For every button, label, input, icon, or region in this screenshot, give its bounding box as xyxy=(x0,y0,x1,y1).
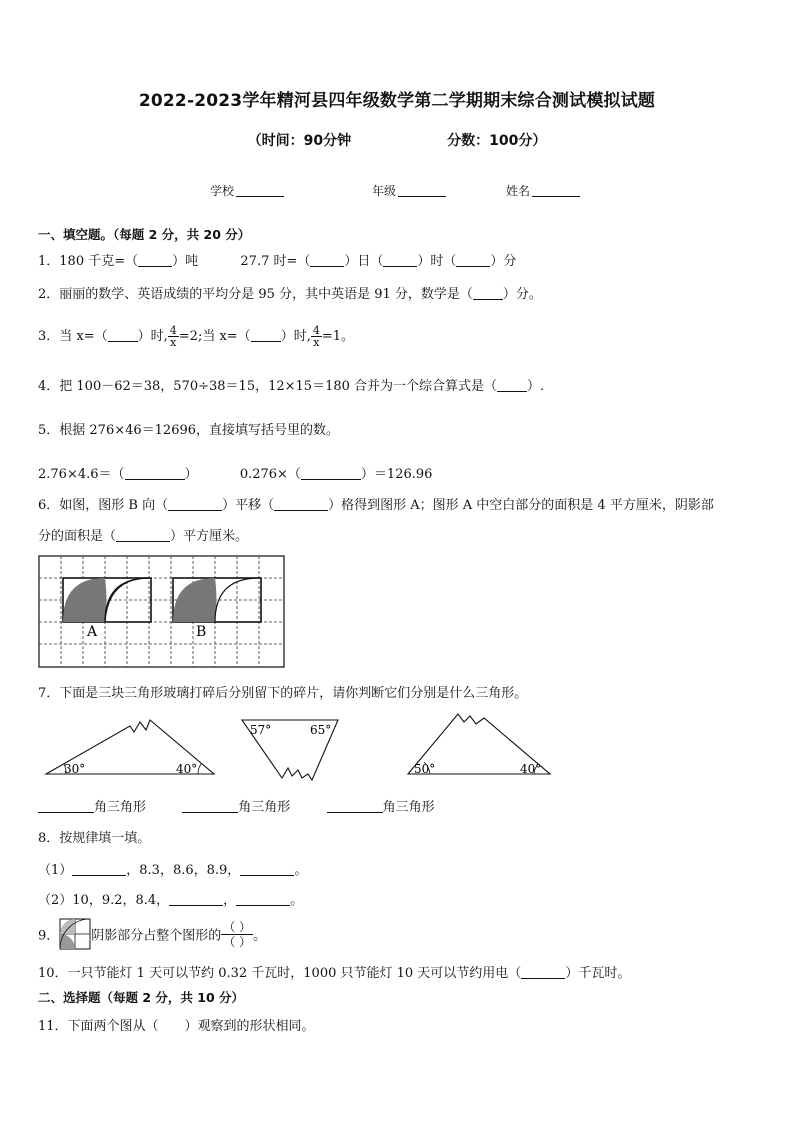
q1-part-b: 27.7 时=（ xyxy=(240,254,311,269)
question-2 xyxy=(38,283,542,302)
triangle-1-left-angle: 30° xyxy=(64,762,86,776)
total-score: 分数：100分） xyxy=(447,133,547,149)
answer-blank[interactable] xyxy=(138,254,172,267)
answer-blank[interactable] xyxy=(236,893,290,906)
q6-text-e: ）平方厘米。 xyxy=(170,529,249,544)
q4-text: 4．把 100－62＝38，570÷38＝15，12×15＝180 合并为一个综合算式是（ xyxy=(38,379,498,394)
answer-blank[interactable] xyxy=(310,254,344,267)
q1-minute: ）分 xyxy=(490,254,517,269)
q5-item-a-end: ） xyxy=(184,467,198,482)
q6-text-a: 6．如图，图形 B 向（ xyxy=(38,498,169,513)
grade-label: 年级 xyxy=(372,184,397,198)
q8-line1-c: 。 xyxy=(294,863,308,878)
q8-line1-a: （1） xyxy=(38,863,73,878)
q1-part-a: 1．180 千克=（ xyxy=(38,254,139,269)
question-7-answers xyxy=(38,796,435,815)
question-10 xyxy=(38,962,630,981)
q5-item-b: 0.276×（ xyxy=(239,467,301,482)
q8-line2-c: 。 xyxy=(290,893,304,908)
question-9 xyxy=(38,918,266,950)
answer-blank[interactable] xyxy=(327,800,383,813)
q6-text-d: 分的面积是（ xyxy=(38,529,117,544)
q9-text: 阴影部分占整个图形的 xyxy=(91,928,222,944)
school-label: 学校 xyxy=(210,184,235,198)
answer-blank[interactable] xyxy=(116,529,170,542)
grid-figure xyxy=(38,555,286,669)
school-blank[interactable] xyxy=(236,184,284,197)
triangle-2-right-angle: 65° xyxy=(310,723,332,737)
q3-part1: 3．当 x=（ xyxy=(38,329,108,344)
answer-blank[interactable] xyxy=(301,467,361,480)
question-5-items xyxy=(38,463,432,482)
answer-blank[interactable] xyxy=(38,800,94,813)
answer-blank[interactable] xyxy=(125,467,185,480)
q5-item-a: 2.76×4.6＝（ xyxy=(38,467,125,482)
shape-a-label: A xyxy=(87,624,98,640)
question-11 xyxy=(38,1015,315,1034)
triangle-3-right-angle: 40° xyxy=(520,762,542,776)
answer-blank[interactable] xyxy=(456,254,490,267)
fraction xyxy=(311,325,322,348)
answer-blank[interactable] xyxy=(383,254,417,267)
triangle-fragments xyxy=(38,708,558,788)
q6-text-b: ）平移（ xyxy=(222,498,275,513)
fraction-denominator: x xyxy=(170,336,177,349)
question-1 xyxy=(38,250,516,269)
shape-b-shaded xyxy=(173,578,217,622)
answer-blank[interactable] xyxy=(274,498,328,511)
answer-blank[interactable] xyxy=(251,329,281,342)
q7-text: 7．下面是三块三角形玻璃打碎后分别留下的碎片，请你判断它们分别是什么三角形。 xyxy=(38,686,528,701)
triangle-answer-label-2: 角三角形 xyxy=(238,800,291,815)
name-field xyxy=(506,182,580,199)
answer-blank[interactable] xyxy=(473,287,503,300)
answer-numerator[interactable]: （ ） xyxy=(223,919,252,934)
q5-item-b-end: ）＝126.96 xyxy=(360,467,433,482)
question-8 xyxy=(38,827,150,846)
section-multiple-choice-title: 二、选择题（每题 2 分，共 10 分） xyxy=(38,990,245,1005)
q9-number: 9． xyxy=(38,928,60,944)
q8-text: 8．按规律填一填。 xyxy=(38,831,151,846)
fraction-numerator: 4 xyxy=(312,324,320,337)
q3-part4: ）时, xyxy=(280,329,311,344)
q11-text: 11．下面两个图从（ ）观察到的形状相同。 xyxy=(38,1019,315,1034)
grade-blank[interactable] xyxy=(398,184,446,197)
fraction-denominator: x xyxy=(313,336,320,349)
question-8-line1 xyxy=(38,859,307,878)
answer-blank[interactable] xyxy=(72,863,126,876)
q6-text-c: ）格得到图形 A；图形 A 中空白部分的面积是 4 平方厘米，阴影部 xyxy=(328,498,714,513)
answer-blank[interactable] xyxy=(108,329,138,342)
fraction xyxy=(168,325,179,348)
q5-text: 5．根据 276×46＝12696，直接填写括号里的数。 xyxy=(38,423,340,438)
answer-blank[interactable] xyxy=(182,800,238,813)
name-blank[interactable] xyxy=(532,184,580,197)
q8-line2-b: ， xyxy=(223,893,237,908)
triangle-answer-label-1: 角三角形 xyxy=(94,800,147,815)
fraction-numerator: 4 xyxy=(169,324,177,337)
question-8-line2 xyxy=(38,889,303,908)
q3-part2: ）时, xyxy=(137,329,168,344)
q8-line1-b: ，8.3，8.6，8.9， xyxy=(126,863,241,878)
question-6-line2 xyxy=(38,525,248,544)
question-4 xyxy=(38,375,544,394)
time-limit: （时间：90分钟 xyxy=(247,133,352,149)
q1-unit: ）吨 xyxy=(172,254,199,269)
answer-fraction xyxy=(221,920,253,949)
exam-title: 2022-2023学年精河县四年级数学第二学期期末综合测试模拟试题 xyxy=(138,91,656,111)
triangle-3-left-angle: 50° xyxy=(414,762,436,776)
answer-blank[interactable] xyxy=(169,893,223,906)
q1-day: ）日（ xyxy=(344,254,384,269)
answer-blank[interactable] xyxy=(521,966,565,979)
q8-line2-a: （2）10，9.2，8.4， xyxy=(38,893,170,908)
triangle-1-right-angle: 40° xyxy=(176,762,198,776)
q4-end: ）. xyxy=(527,379,545,394)
q3-part5: =1。 xyxy=(321,329,354,344)
school-field xyxy=(210,182,284,199)
q9-end: 。 xyxy=(253,928,267,944)
triangle-2-left-angle: 57° xyxy=(250,723,272,737)
answer-blank[interactable] xyxy=(168,498,222,511)
shape-b-label: B xyxy=(196,624,207,640)
q2-end: ）分。 xyxy=(502,287,542,302)
q3-part3: =2;当 x=（ xyxy=(178,329,251,344)
question-7 xyxy=(38,682,527,701)
q1-hour: ）时（ xyxy=(417,254,457,269)
question-5 xyxy=(38,419,339,438)
triangle-answer-label-3: 角三角形 xyxy=(382,800,435,815)
q10-end: ）千瓦时。 xyxy=(565,966,631,981)
answer-denominator[interactable]: （ ） xyxy=(223,934,252,949)
grade-field xyxy=(372,182,446,199)
name-label: 姓名 xyxy=(506,184,531,198)
exam-subtitle xyxy=(0,130,794,150)
answer-blank[interactable] xyxy=(497,379,527,392)
question-3 xyxy=(38,325,354,348)
q10-text: 10．一只节能灯 1 天可以节约 0.32 千瓦时，1000 只节能灯 10 天可以节约用电（ xyxy=(38,966,522,981)
q2-text: 2．丽丽的数学、英语成绩的平均分是 95 分，其中英语是 91 分，数学是（ xyxy=(38,287,473,302)
section-fill-blank-title: 一、填空题。（每题 2 分，共 20 分） xyxy=(38,227,251,242)
question-6-line1 xyxy=(38,494,714,513)
answer-blank[interactable] xyxy=(240,863,294,876)
quarter-circle-figure xyxy=(59,918,91,950)
